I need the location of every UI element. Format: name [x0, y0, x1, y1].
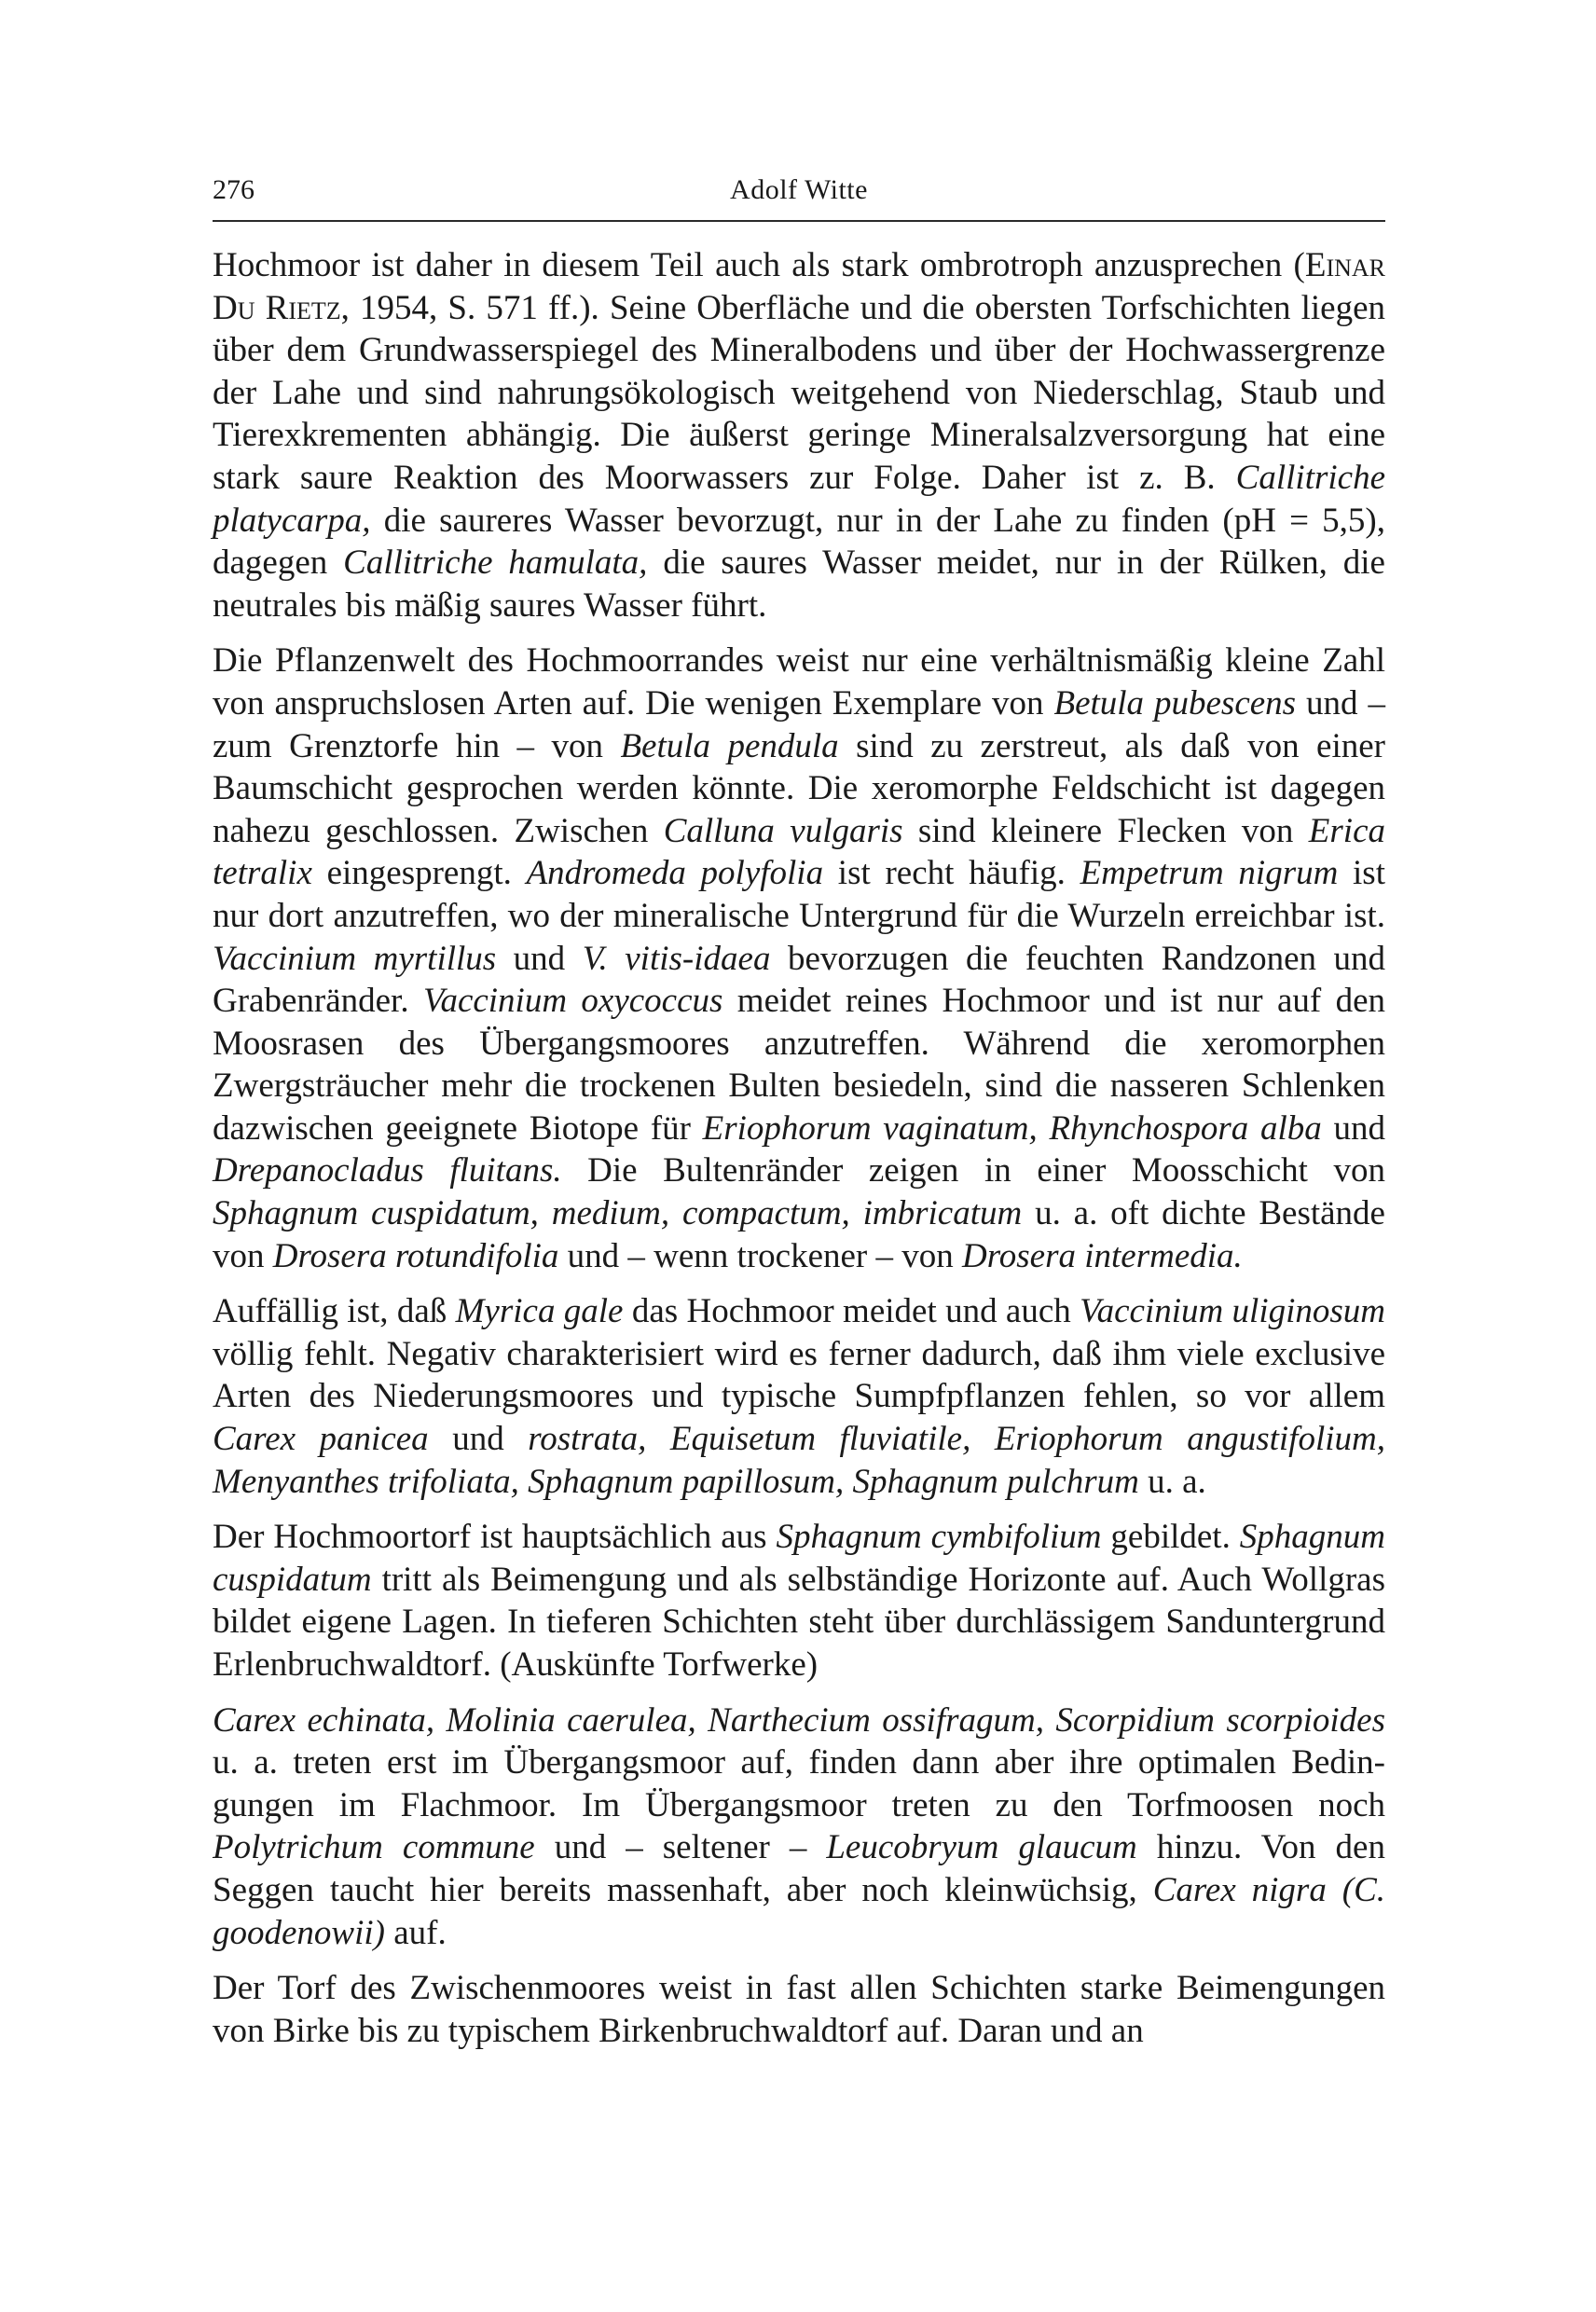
text-run: tritt als Beimengung und als selbständige Horizonte auf. Auch Wollgras bildet eigene Lagen. In tieferen Schichten steht über durchlässigem Sanduntergrund Erlenbruchwaldtorf. (Auskünfte Torfwerke) [213, 1560, 1385, 1684]
italic-taxon: Sphagnum cuspidatum, medium, compactum, imbricatum [213, 1194, 1023, 1233]
text-run: u. a. treten erst im Übergangsmoor auf, finden dann aber ihre optimalen Bedingungen im Flachmoor. Im Übergangsmoor treten zu den Torfmoosen noch [213, 1743, 1385, 1824]
body-text [213, 244, 1385, 2065]
italic-taxon: Drosera rotundifolia [272, 1236, 559, 1275]
text-run: Die Pflanzenwelt des Hochmoorrandes weist nur eine verhältnismäßig kleine Zahl von anspruchslosen Arten auf. Die wenigen Exemplare von [213, 641, 1385, 722]
text-run: ist recht häufig. [823, 854, 1080, 893]
text-run: ist nur dort anzutreffen, wo der mineralische Untergrund für die Wurzeln erreichbar ist. [213, 854, 1385, 935]
paragraph [213, 640, 1385, 1277]
italic-taxon: Vaccinium oxycoccus [422, 982, 723, 1021]
text-run: und [496, 939, 583, 978]
text-run: Die Bultenränder zeigen in einer Moosschicht von [561, 1151, 1385, 1190]
italic-taxon: Drosera intermedia. [962, 1236, 1243, 1275]
italic-taxon: Carex nigra (C. goodenowii) [213, 1870, 1386, 1952]
text-run: die saureres Wasser bevorzugt, nur in der Lahe zu finden (pH = 5,5), dagegen [213, 501, 1385, 583]
running-head: Adolf Witte [730, 174, 868, 205]
italic-taxon: Carex panicea [213, 1420, 429, 1459]
italic-taxon: Callitriche platycarpa, [213, 458, 1385, 540]
italic-taxon: Vaccinium uliginosum [1080, 1292, 1386, 1331]
italic-taxon: Polytrichum commune [213, 1828, 535, 1867]
text-run: völlig fehlt. Negativ charakterisiert wird es ferner dadurch, daß ihm viele exclusive Arten des Niederungsmoores und typische Sumpfpflanzen fehlen, so vor allem [213, 1334, 1385, 1416]
text-run: und – zum Grenztorfe hin – von [213, 683, 1385, 765]
text-run: gebildet. [1101, 1518, 1240, 1557]
header-rule [213, 220, 1385, 222]
text-run: bevorzugen die feuchten Randzonen und Grabenränder. [213, 939, 1386, 1021]
text-run: das Hochmoor meidet und auch [623, 1292, 1080, 1331]
italic-taxon: Andromeda polyfolia [526, 854, 824, 893]
italic-taxon: Betula pubescens [1053, 683, 1297, 722]
text-run: und – seltener – [534, 1828, 827, 1867]
italic-taxon: Calluna vulgaris [663, 811, 903, 850]
italic-taxon: Drepanocladus fluitans. [213, 1151, 562, 1190]
italic-taxon: Empetrum nigrum [1080, 854, 1339, 893]
small-caps-citation: Einar Du Rietz [213, 246, 1385, 327]
page-number: 276 [213, 174, 255, 205]
paragraph [213, 1700, 1385, 1955]
text-run: sind zu zerstreut, als daß von einer Baumschicht gesprochen werden könnte. Die xeromorphe Feldschicht ist dagegen nahezu geschlossen. Zwischen [213, 726, 1385, 850]
italic-taxon: Leucobryum glaucum [826, 1828, 1137, 1867]
text-run: auf. [384, 1913, 447, 1952]
text-run: hinzu. Von den Seggen taucht hier bereits massenhaft, aber noch kleinwüchsig, [213, 1828, 1385, 1909]
text-run: u. a. [1138, 1462, 1206, 1501]
text-run: Hochmoor ist daher in diesem Teil auch als stark ombrotroph anzusprechen ( [213, 246, 1305, 284]
paragraph [213, 1967, 1385, 2052]
italic-taxon: V. vitis-idaea [582, 939, 771, 978]
document-page [213, 0, 1385, 2312]
italic-taxon: Eriophorum vaginatum, Rhynchospora alba [702, 1108, 1322, 1148]
paragraph [213, 1516, 1385, 1686]
italic-taxon: Carex echinata, Molinia caerulea, Narthecium ossifragum, Scorpidium scorpioides [213, 1700, 1385, 1740]
text-run: und [1321, 1108, 1386, 1148]
text-run: und [428, 1420, 529, 1459]
text-run: Der Torf des Zwischenmoores weist in fast allen Schichten starke Beimengungen von Birke bis zu typischem Birkenbruchwaldtorf auf. Daran und an [213, 1969, 1385, 2050]
text-run: Der Hochmoortorf ist hauptsächlich aus [213, 1518, 777, 1557]
page-header [213, 172, 1385, 209]
text-run: meidet reines Hochmoor und ist nur auf den Moosrasen des Übergangsmoores anzutreffen. Während die xeromorphen Zwergsträucher mehr die trockenen Bulten besiedeln, sind die nasseren Schlenken dazwischen geeignete Biotope für [213, 982, 1385, 1148]
italic-taxon: Callitriche hamulata, [343, 544, 648, 583]
text-run: sind kleinere Flecken von [902, 811, 1309, 850]
italic-taxon: Myrica gale [455, 1292, 624, 1331]
paragraph [213, 1290, 1385, 1503]
italic-taxon: Betula pendula [620, 726, 839, 765]
text-run: eingesprengt. [311, 854, 527, 893]
italic-taxon: Sphagnum cymbifolium [776, 1518, 1102, 1557]
text-run: Auffällig ist, daß [213, 1292, 456, 1331]
paragraph [213, 244, 1385, 626]
text-run: und – wenn trockener – von [558, 1236, 962, 1275]
italic-taxon: Sphagnum cuspidatum [213, 1518, 1385, 1599]
italic-taxon: Vaccinium myrtillus [213, 939, 497, 978]
text-run: , 1954, S. 571 ff.). Seine Oberfläche und die obersten Torfschichten liegen über dem Grundwasserspiegel des Mineralbodens und über der Hochwassergrenze der Lahe und sind nahrungsökologisch weitgehend von Niederschlag, Staub und Tierexkrementen abhängig. Die äußerst geringe Mineralsalzversorgung hat eine stark saure Reaktion des Moorwassers zur Folge. Daher ist z. B. [213, 288, 1385, 497]
italic-taxon: Erica tetralix [213, 811, 1385, 893]
text-run: u. a. oft dichte Bestände von [213, 1194, 1385, 1275]
text-run: die saures Wasser meidet, nur in der Rülken, die neutrales bis mäßig saures Wasser führt. [213, 544, 1385, 625]
italic-taxon: rostrata, Equisetum fluviatile, Eriophorum angustifolium, Menyanthes trifoliata, Sphagnum papillosum, Sphagnum pulchrum [213, 1420, 1385, 1501]
